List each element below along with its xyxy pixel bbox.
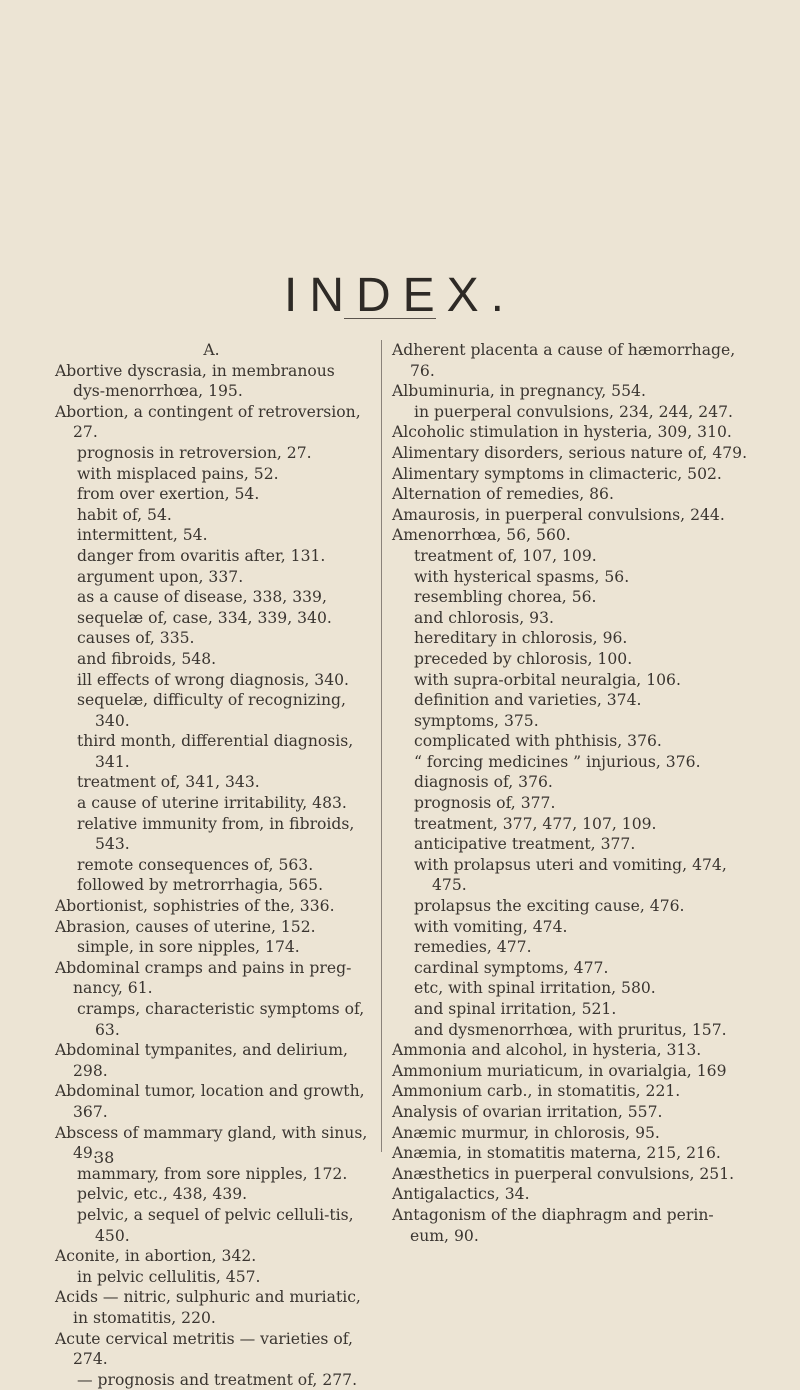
index-subentry: preceded by chlorosis, 100.	[414, 649, 633, 668]
index-subentry: with supra-orbital neuralgia, 106.	[414, 670, 681, 689]
index-subentry: argument upon, 337.	[77, 567, 244, 586]
index-subentry: sequelæ, difficulty of recognizing, 340.	[77, 691, 346, 730]
index-entry: Ammonium muriaticum, in ovarialgia, 169	[392, 1061, 727, 1080]
index-subentry: treatment of, 107, 109.	[414, 546, 597, 565]
index-entry: Anæmia, in stomatitis materna, 215, 216.	[392, 1144, 721, 1163]
index-subentry: etc, with spinal irritation, 580.	[414, 979, 656, 998]
index-entry: Abscess of mammary gland, with sinus, 49.	[55, 1123, 368, 1163]
index-subentry: diagnosis of, 376.	[414, 773, 553, 792]
section-letter: A.	[203, 341, 220, 359]
index-subentry: in puerperal convulsions, 234, 244, 247.	[414, 402, 734, 421]
index-subentry: prolapsus the exciting cause, 476.	[414, 897, 685, 916]
index-subentry: cramps, characteristic symptoms of, 63.	[77, 1000, 365, 1039]
index-subentry: from over exertion, 54.	[77, 485, 260, 504]
index-entry: Abrasion, causes of uterine, 152.	[55, 917, 316, 936]
index-subentry: relative immunity from, in fibroids, 543.	[77, 814, 355, 854]
index-subentry: remote consequences of, 563.	[77, 855, 314, 874]
index-subentry: pelvic, a sequel of pelvic celluli-tis, 450.	[77, 1205, 354, 1245]
index-subentry: danger from ovaritis after, 131.	[77, 546, 326, 565]
index-subentry: with hysterical spasms, 56.	[414, 567, 630, 586]
index-entry: Ammonia and alcohol, in hysteria, 313.	[392, 1041, 702, 1060]
index-subentry: with vomiting, 474.	[414, 917, 568, 936]
index-subentry: third month, differential diagnosis, 341.	[77, 732, 354, 771]
index-subentry: remedies, 477.	[414, 938, 532, 957]
index-entry: Abdominal cramps and pains in preg-nancy, 61.	[55, 958, 352, 998]
index-entry: Anæmic murmur, in chlorosis, 95.	[392, 1123, 660, 1142]
index-subentry: intermittent, 54.	[77, 526, 208, 545]
index-entry: Aconite, in abortion, 342.	[55, 1247, 257, 1266]
left-column	[55, 340, 368, 1390]
title-rule	[344, 318, 436, 319]
index-entry: Abdominal tumor, location and growth, 367.	[55, 1082, 365, 1121]
index-entry: Adherent placenta a cause of hæmorrhage, 76.	[392, 341, 736, 380]
index-entry: Amenorrhœa, 56, 560.	[392, 526, 571, 545]
page-number: 38	[94, 1148, 115, 1167]
index-subentry: prognosis in retroversion, 27.	[77, 443, 312, 462]
index-subentry: as a cause of disease, 338, 339,	[77, 588, 327, 607]
index-subentry: symptoms, 375.	[414, 711, 539, 730]
index-entry: Ammonium carb., in stomatitis, 221.	[392, 1082, 681, 1101]
index-subentry: pelvic, etc., 438, 439.	[77, 1185, 248, 1204]
index-entry: Amaurosis, in puerperal convulsions, 244.	[392, 505, 725, 524]
index-subentry: definition and varieties, 374.	[414, 691, 642, 710]
index-subentry: treatment, 377, 477, 107, 109.	[414, 814, 657, 833]
index-subentry: treatment of, 341, 343.	[77, 773, 260, 792]
index-subentry: “ forcing medicines ” injurious, 376.	[414, 752, 701, 771]
index-subentry: — prognosis and treatment of, 277.	[77, 1370, 358, 1389]
index-subentry: ill effects of wrong diagnosis, 340.	[77, 670, 350, 689]
index-subentry: sequelæ of, case, 334, 339, 340.	[77, 608, 332, 627]
index-subentry: in pelvic cellulitis, 457.	[77, 1267, 261, 1286]
index-entry: Albuminuria, in pregnancy, 554.	[392, 382, 646, 401]
column-divider	[381, 340, 382, 1152]
index-entry: Alimentary symptoms in climacteric, 502.	[392, 464, 722, 483]
index-subentry: prognosis of, 377.	[414, 794, 556, 813]
index-entry: Anæsthetics in puerperal convulsions, 251.	[392, 1164, 735, 1183]
index-subentry: and dysmenorrhœa, with pruritus, 157.	[414, 1020, 727, 1039]
index-subentry: a cause of uterine irritability, 483.	[77, 794, 347, 813]
index-subentry: habit of, 54.	[77, 505, 172, 524]
index-subentry: complicated with phthisis, 376.	[414, 732, 662, 751]
index-entry: Alimentary disorders, serious nature of, 479.	[392, 443, 748, 462]
index-entry: Alcoholic stimulation in hysteria, 309, 310.	[392, 423, 732, 442]
index-subentry: causes of, 335.	[77, 629, 195, 648]
index-entry: Antigalactics, 34.	[392, 1185, 530, 1204]
index-entry: Abortion, a contingent of retroversion, 27.	[55, 402, 361, 442]
right-column	[392, 340, 752, 1246]
page-title: INDEX.	[283, 269, 517, 322]
index-subentry: resembling chorea, 56.	[414, 588, 597, 607]
index-entry: Analysis of ovarian irritation, 557.	[392, 1102, 663, 1121]
index-entry: Acids — nitric, sulphuric and muriatic, in stomatitis, 220.	[55, 1288, 361, 1327]
index-subentry: with prolapsus uteri and vomiting, 474, 475.	[414, 855, 727, 895]
index-subentry: simple, in sore nipples, 174.	[77, 938, 300, 957]
index-subentry: and spinal irritation, 521.	[414, 1000, 617, 1018]
index-subentry: anticipative treatment, 377.	[414, 835, 636, 854]
index-subentry: with misplaced pains, 52.	[77, 464, 279, 483]
index-subentry: and chlorosis, 93.	[414, 608, 554, 627]
index-entry: Antagonism of the diaphragm and perin-eum, 90.	[392, 1205, 714, 1245]
index-entry: Abortionist, sophistries of the, 336.	[55, 897, 335, 916]
index-subentry: mammary, from sore nipples, 172.	[77, 1164, 348, 1183]
index-subentry: followed by metrorrhagia, 565.	[77, 876, 324, 895]
index-entry: Acute cervical metritis — varieties of, 274.	[55, 1329, 353, 1369]
index-entry: Abortive dyscrasia, in membranous dys-menorrhœa, 195.	[55, 361, 335, 401]
index-subentry: hereditary in chlorosis, 96.	[414, 629, 628, 648]
index-subentry: and fibroids, 548.	[77, 649, 217, 668]
index-entry: Alternation of remedies, 86.	[392, 485, 614, 504]
index-subentry: cardinal symptoms, 477.	[414, 958, 609, 977]
index-entry: Abdominal tympanites, and delirium, 298.	[55, 1041, 348, 1080]
